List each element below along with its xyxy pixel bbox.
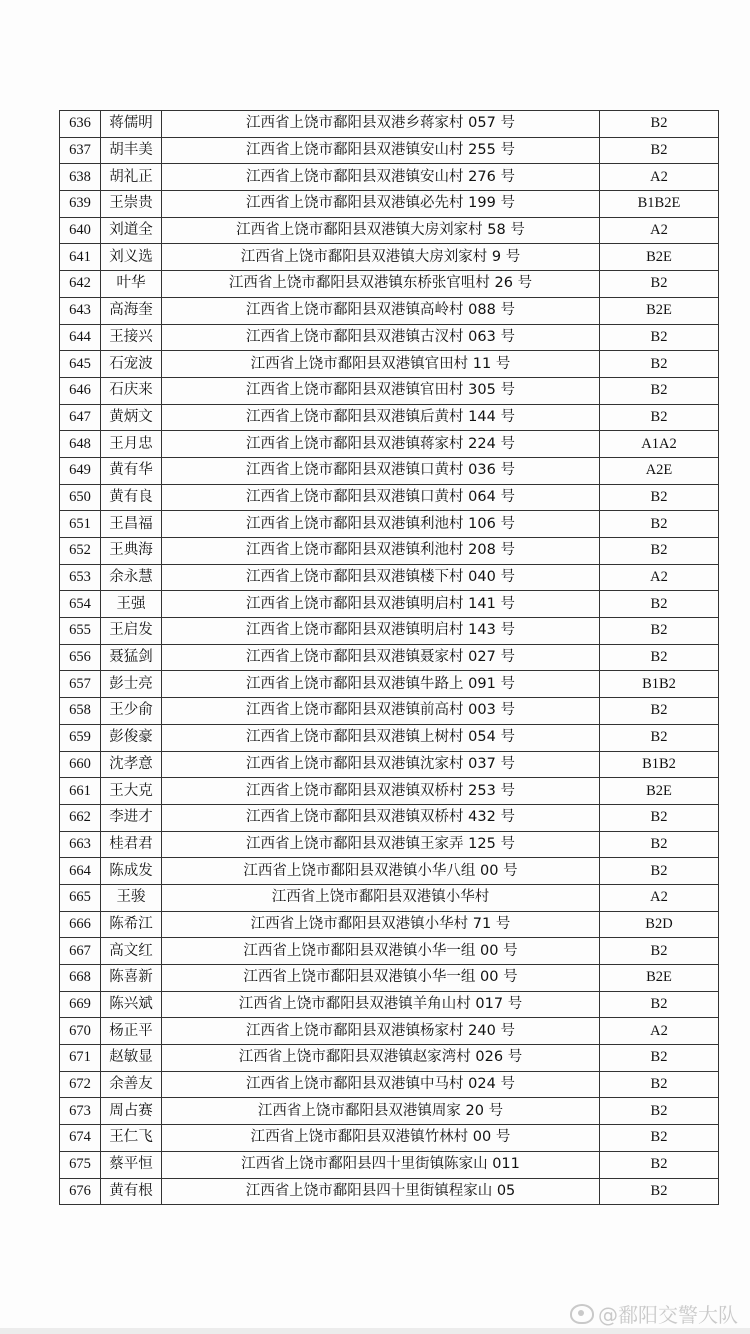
license-class-cell: B2D [600,911,719,938]
address-cell: 江西省上饶市鄱阳县双港镇赵家湾村 026 号 [162,1045,600,1072]
row-number-cell: 661 [60,778,101,805]
table-row [60,778,719,805]
row-number-cell: 654 [60,591,101,618]
row-number-cell: 653 [60,564,101,591]
driver-name-cell: 彭俊豪 [101,724,162,751]
driver-name-cell: 蔡平恒 [101,1151,162,1178]
row-number-cell: 660 [60,751,101,778]
row-number-cell: 643 [60,297,101,324]
address-cell: 江西省上饶市鄱阳县双港镇官田村 305 号 [162,377,600,404]
address-cell: 江西省上饶市鄱阳县双港镇安山村 276 号 [162,164,600,191]
row-number-cell: 667 [60,938,101,965]
driver-name-cell: 余永慧 [101,564,162,591]
license-class-cell: B2 [600,831,719,858]
row-number-cell: 652 [60,538,101,565]
table-row [60,1018,719,1045]
row-number-cell: 641 [60,244,101,271]
row-number-cell: 645 [60,351,101,378]
table-row [60,538,719,565]
row-number-cell: 657 [60,671,101,698]
driver-name-cell: 黄有根 [101,1178,162,1205]
license-class-cell: A1A2 [600,431,719,458]
table-row [60,564,719,591]
address-cell: 江西省上饶市鄱阳县双港镇竹林村 00 号 [162,1125,600,1152]
table-row [60,1125,719,1152]
license-class-cell: B2E [600,965,719,992]
driver-name-cell: 石庆来 [101,377,162,404]
table-row [60,484,719,511]
license-class-cell: B2 [600,804,719,831]
address-cell: 江西省上饶市鄱阳县四十里街镇程家山 05 [162,1178,600,1205]
table-row [60,244,719,271]
driver-name-cell: 王大克 [101,778,162,805]
license-class-cell: B2 [600,137,719,164]
address-cell: 江西省上饶市鄱阳县双港镇古汊村 063 号 [162,324,600,351]
row-number-cell: 674 [60,1125,101,1152]
table-row [60,751,719,778]
table-row [60,911,719,938]
driver-name-cell: 王少俞 [101,698,162,725]
license-class-cell: B2E [600,297,719,324]
row-number-cell: 659 [60,724,101,751]
table-row [60,1045,719,1072]
license-class-cell: B2 [600,511,719,538]
driver-name-cell: 黄有良 [101,484,162,511]
table-row [60,351,719,378]
row-number-cell: 672 [60,1071,101,1098]
driver-name-cell: 王接兴 [101,324,162,351]
driver-name-cell: 彭士亮 [101,671,162,698]
address-cell: 江西省上饶市鄱阳县双港镇明启村 143 号 [162,618,600,645]
table-row [60,991,719,1018]
address-cell: 江西省上饶市鄱阳县双港镇口黄村 036 号 [162,457,600,484]
address-cell: 江西省上饶市鄱阳县双港镇东桥张官咀村 26 号 [162,271,600,298]
driver-name-cell: 杨正平 [101,1018,162,1045]
weibo-logo-icon [570,1304,594,1324]
address-cell: 江西省上饶市鄱阳县双港镇前高村 003 号 [162,698,600,725]
row-number-cell: 662 [60,804,101,831]
driver-name-cell: 王典海 [101,538,162,565]
license-class-cell: A2 [600,884,719,911]
driver-name-cell: 陈成发 [101,858,162,885]
row-number-cell: 650 [60,484,101,511]
row-number-cell: 670 [60,1018,101,1045]
license-class-cell: B2 [600,858,719,885]
table-row [60,457,719,484]
address-cell: 江西省上饶市鄱阳县双港镇双桥村 432 号 [162,804,600,831]
table-row [60,965,719,992]
address-cell: 江西省上饶市鄱阳县双港镇大房刘家村 58 号 [162,217,600,244]
address-cell: 江西省上饶市鄱阳县双港镇羊角山村 017 号 [162,991,600,1018]
row-number-cell: 675 [60,1151,101,1178]
license-class-cell: B1B2 [600,671,719,698]
driver-name-cell: 陈兴斌 [101,991,162,1018]
license-class-cell: B2 [600,644,719,671]
table-row [60,111,719,138]
address-cell: 江西省上饶市鄱阳县双港镇聂家村 027 号 [162,644,600,671]
table-row [60,698,719,725]
license-class-cell: B2 [600,404,719,431]
table-row [60,644,719,671]
row-number-cell: 671 [60,1045,101,1072]
driver-name-cell: 蒋儒明 [101,111,162,138]
table-row [60,671,719,698]
watermark-text: @鄱阳交警大队 [598,1303,738,1327]
row-number-cell: 644 [60,324,101,351]
address-cell: 江西省上饶市鄱阳县双港镇明启村 141 号 [162,591,600,618]
row-number-cell: 646 [60,377,101,404]
row-number-cell: 648 [60,431,101,458]
table-row [60,591,719,618]
license-class-cell: B2 [600,618,719,645]
address-cell: 江西省上饶市鄱阳县双港镇周家 20 号 [162,1098,600,1125]
driver-name-cell: 刘道全 [101,217,162,244]
driver-name-cell: 聂猛剑 [101,644,162,671]
table-row [60,884,719,911]
license-class-cell: A2 [600,1018,719,1045]
license-class-cell: B2 [600,271,719,298]
driver-name-cell: 余善友 [101,1071,162,1098]
table-row [60,804,719,831]
table-row [60,1178,719,1205]
driver-name-cell: 沈孝意 [101,751,162,778]
address-cell: 江西省上饶市鄱阳县双港镇沈家村 037 号 [162,751,600,778]
row-number-cell: 665 [60,884,101,911]
table-row [60,618,719,645]
license-class-cell: B2 [600,538,719,565]
driver-name-cell: 黄有华 [101,457,162,484]
license-class-cell: B2 [600,1045,719,1072]
table-row [60,164,719,191]
license-class-cell: B2 [600,484,719,511]
address-cell: 江西省上饶市鄱阳县双港镇小华一组 00 号 [162,938,600,965]
table-row [60,191,719,218]
address-cell: 江西省上饶市鄱阳县双港镇大房刘家村 9 号 [162,244,600,271]
license-class-cell: B2 [600,1125,719,1152]
row-number-cell: 656 [60,644,101,671]
license-class-cell: B2 [600,1071,719,1098]
row-number-cell: 668 [60,965,101,992]
address-cell: 江西省上饶市鄱阳县双港镇利池村 208 号 [162,538,600,565]
driver-name-cell: 高海奎 [101,297,162,324]
table-row [60,938,719,965]
row-number-cell: 642 [60,271,101,298]
license-class-cell: A2 [600,164,719,191]
driver-name-cell: 王启发 [101,618,162,645]
license-class-cell: B2 [600,1151,719,1178]
license-class-cell: B2 [600,1098,719,1125]
row-number-cell: 651 [60,511,101,538]
table-row [60,858,719,885]
driver-name-cell: 周占赛 [101,1098,162,1125]
table-row [60,431,719,458]
license-class-cell: B2 [600,324,719,351]
bottom-edge-shade [0,1328,750,1334]
table-row [60,511,719,538]
driver-name-cell: 石宠波 [101,351,162,378]
license-class-cell: B2 [600,377,719,404]
row-number-cell: 655 [60,618,101,645]
row-number-cell: 637 [60,137,101,164]
row-number-cell: 663 [60,831,101,858]
row-number-cell: 636 [60,111,101,138]
license-class-cell: B2 [600,591,719,618]
driver-name-cell: 胡礼正 [101,164,162,191]
driver-name-cell: 李进才 [101,804,162,831]
license-class-cell: B1B2 [600,751,719,778]
address-cell: 江西省上饶市鄱阳县双港镇利池村 106 号 [162,511,600,538]
address-cell: 江西省上饶市鄱阳县双港镇楼下村 040 号 [162,564,600,591]
driver-name-cell: 刘义选 [101,244,162,271]
license-class-cell: B2 [600,991,719,1018]
address-cell: 江西省上饶市鄱阳县双港镇小华村 71 号 [162,911,600,938]
row-number-cell: 669 [60,991,101,1018]
address-cell: 江西省上饶市鄱阳县双港镇小华村 [162,884,600,911]
driver-name-cell: 王月忠 [101,431,162,458]
license-class-cell: B1B2E [600,191,719,218]
row-number-cell: 664 [60,858,101,885]
table-row [60,404,719,431]
table-row [60,217,719,244]
address-cell: 江西省上饶市鄱阳县双港镇牛路上 091 号 [162,671,600,698]
address-cell: 江西省上饶市鄱阳县双港镇小华一组 00 号 [162,965,600,992]
row-number-cell: 673 [60,1098,101,1125]
table-row [60,297,719,324]
roster-body [60,111,719,1205]
address-cell: 江西省上饶市鄱阳县双港镇官田村 11 号 [162,351,600,378]
license-class-cell: A2 [600,564,719,591]
license-class-cell: A2 [600,217,719,244]
license-class-cell: B2 [600,351,719,378]
license-class-cell: B2E [600,244,719,271]
driver-name-cell: 王仁飞 [101,1125,162,1152]
address-cell: 江西省上饶市鄱阳县双港镇必先村 199 号 [162,191,600,218]
driver-name-cell: 桂君君 [101,831,162,858]
address-cell: 江西省上饶市鄱阳县双港乡蒋家村 057 号 [162,111,600,138]
driver-name-cell: 赵敏显 [101,1045,162,1072]
driver-name-cell: 黄炳文 [101,404,162,431]
address-cell: 江西省上饶市鄱阳县双港镇口黄村 064 号 [162,484,600,511]
address-cell: 江西省上饶市鄱阳县双港镇安山村 255 号 [162,137,600,164]
driver-name-cell: 叶华 [101,271,162,298]
address-cell: 江西省上饶市鄱阳县双港镇双桥村 253 号 [162,778,600,805]
address-cell: 江西省上饶市鄱阳县双港镇中马村 024 号 [162,1071,600,1098]
driver-name-cell: 王骏 [101,884,162,911]
address-cell: 江西省上饶市鄱阳县双港镇后黄村 144 号 [162,404,600,431]
license-class-cell: B2 [600,111,719,138]
table-row [60,1071,719,1098]
driver-name-cell: 胡丰美 [101,137,162,164]
address-cell: 江西省上饶市鄱阳县双港镇上树村 054 号 [162,724,600,751]
table-row [60,324,719,351]
address-cell: 江西省上饶市鄱阳县四十里街镇陈家山 011 [162,1151,600,1178]
address-cell: 江西省上饶市鄱阳县双港镇王家弄 125 号 [162,831,600,858]
row-number-cell: 647 [60,404,101,431]
driver-name-cell: 陈喜新 [101,965,162,992]
table-row [60,137,719,164]
address-cell: 江西省上饶市鄱阳县双港镇高岭村 088 号 [162,297,600,324]
table-row [60,1151,719,1178]
license-class-cell: B2 [600,724,719,751]
driver-name-cell: 高文红 [101,938,162,965]
license-class-cell: B2E [600,778,719,805]
row-number-cell: 676 [60,1178,101,1205]
driver-name-cell: 王强 [101,591,162,618]
license-class-cell: B2 [600,698,719,725]
license-class-cell: B2 [600,938,719,965]
row-number-cell: 638 [60,164,101,191]
row-number-cell: 649 [60,457,101,484]
driver-name-cell: 王崇贵 [101,191,162,218]
address-cell: 江西省上饶市鄱阳县双港镇蒋家村 224 号 [162,431,600,458]
row-number-cell: 658 [60,698,101,725]
license-class-cell: B2 [600,1178,719,1205]
table-row [60,831,719,858]
table-row [60,1098,719,1125]
address-cell: 江西省上饶市鄱阳县双港镇小华八组 00 号 [162,858,600,885]
driver-name-cell: 王昌福 [101,511,162,538]
table-row [60,724,719,751]
license-class-cell: A2E [600,457,719,484]
row-number-cell: 639 [60,191,101,218]
row-number-cell: 666 [60,911,101,938]
table-row [60,271,719,298]
driver-name-cell: 陈希江 [101,911,162,938]
row-number-cell: 640 [60,217,101,244]
table-row [60,377,719,404]
license-roster-table [59,110,719,1205]
watermark [570,1299,738,1328]
address-cell: 江西省上饶市鄱阳县双港镇杨家村 240 号 [162,1018,600,1045]
